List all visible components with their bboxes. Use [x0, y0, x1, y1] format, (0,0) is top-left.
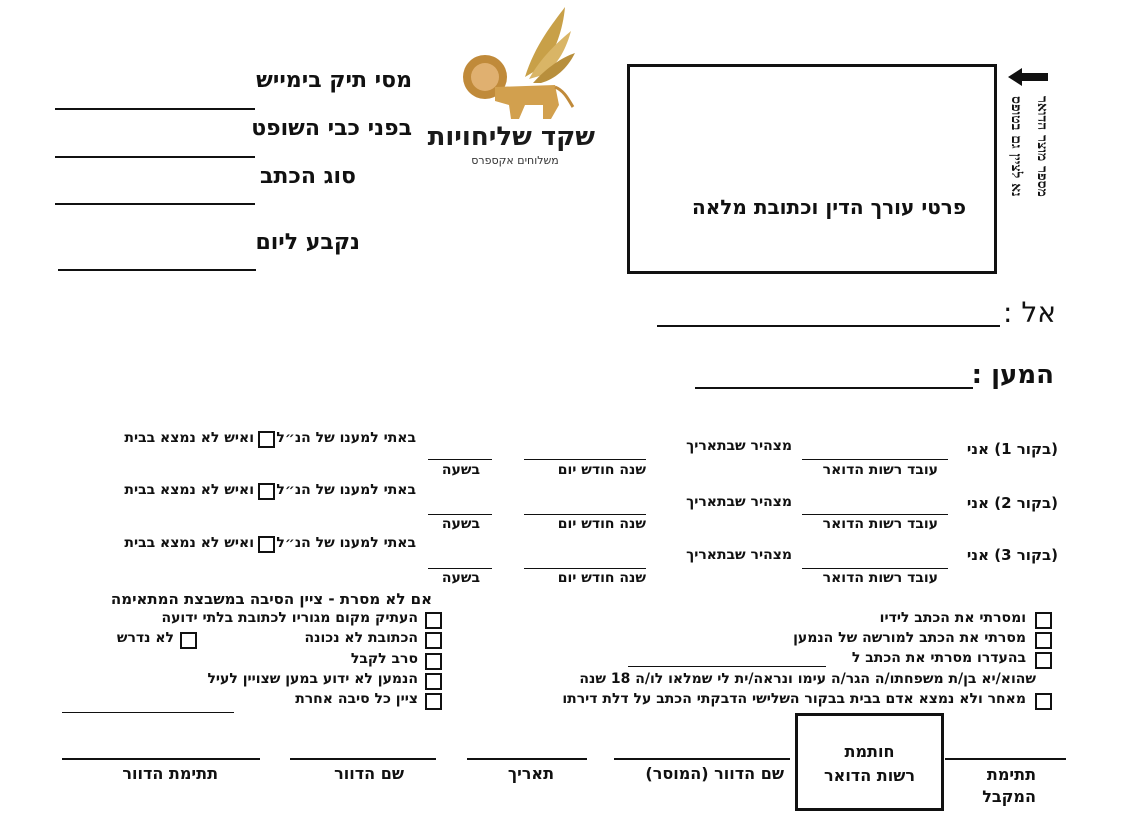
other-reason-line[interactable]: [62, 712, 234, 713]
delivery-checkbox-personal[interactable]: [1035, 612, 1052, 629]
reason-label-unknown: הנמען לא ידוע במען שצויין לעיל: [207, 671, 418, 687]
field-label-document-type: סוג הכתב: [259, 164, 356, 189]
visit-worker-label: עובד רשות הדואר: [822, 462, 938, 478]
reason-label-other: ציין כל סיבה אחרת: [295, 691, 418, 707]
wing-icon: [525, 7, 575, 83]
side-note-line-1: נא לציין גם בטופס: [1008, 96, 1024, 197]
visit-time-line[interactable]: [428, 514, 492, 515]
deliverer-name-label: שם הדוור (המוסר): [645, 764, 784, 783]
visit-not-found-label: ואיש לא נמצא בבית: [124, 430, 254, 446]
not-delivered-title: אם לא מסרת - ציין הסיבה במשבצת המתאימה: [110, 590, 432, 608]
recipient-signature-label-1: תתימת: [986, 765, 1036, 784]
reason-checkbox-moved[interactable]: [425, 612, 442, 629]
post-office-stamp-box[interactable]: [795, 713, 944, 811]
reason-checkbox-wrong-address[interactable]: [425, 632, 442, 649]
stamp-label-2: רשות הדואר: [824, 766, 915, 785]
address-label: המען :: [971, 360, 1054, 390]
visit-not-found-label: ואיש לא נמצא בבית: [124, 482, 254, 498]
visit-worker-label: עובד רשות הדואר: [822, 516, 938, 532]
delivery-label-posted-on-door: מאחר ולא נמצא אדם בבית בבקור השלישי הדבקתי הכתב על דלת דירתו: [562, 691, 1026, 707]
visit-date-line[interactable]: [524, 514, 646, 515]
reason-checkbox-unknown[interactable]: [425, 673, 442, 690]
visit-came-label: באתי למענו של הנ״ל: [276, 430, 416, 446]
visit-declare-label: מצהיר שבתאריך: [686, 494, 792, 510]
visit-time-line[interactable]: [428, 568, 492, 569]
visit-date-line[interactable]: [524, 459, 646, 460]
visit-time-label: בשעה: [441, 570, 480, 586]
date-label: תאריך: [507, 764, 554, 783]
to-line[interactable]: [657, 325, 1000, 327]
field-label-scheduled-date: נקבע ליום: [255, 230, 360, 255]
reason-label-wrong-address: הכתובת לא נכונה: [304, 630, 418, 646]
reason-checkbox-other[interactable]: [425, 693, 442, 710]
arrow-left-icon: [1006, 66, 1050, 88]
visit-time-label: בשעה: [441, 516, 480, 532]
delivery-checkbox-other-person[interactable]: [1035, 652, 1052, 669]
delivery-label-authorized: מסרתי את הכתב למורשה של הנמען: [793, 630, 1026, 646]
side-note-line-2: מספר מוצר הדואר: [1034, 96, 1050, 197]
address-line[interactable]: [695, 387, 973, 389]
delivery-label-personal: ומסרתי את הכתב לידיו: [879, 610, 1026, 626]
mailman-name-line[interactable]: [290, 758, 436, 760]
visit-not-found-label: ואיש לא נמצא בבית: [124, 535, 254, 551]
delivery-checkbox-authorized[interactable]: [1035, 632, 1052, 649]
document-type-line[interactable]: [55, 203, 255, 205]
attorney-address-box[interactable]: [627, 64, 997, 274]
recipient-signature-label: [982, 764, 1036, 808]
visit-not-found-checkbox[interactable]: [258, 536, 275, 553]
visit-date-label: שנה חודש יום: [557, 462, 646, 478]
date-line[interactable]: [467, 758, 587, 760]
mailman-name-label: שם הדוור: [334, 764, 404, 783]
visit-came-label: באתי למענו של הנ״ל: [276, 482, 416, 498]
visit-date-line[interactable]: [524, 568, 646, 569]
family-note: שהוא/יא בן/ת משפחתו/ה הגר/ה עימו ונראה/ית לי שמלאו לו/ה 18 שנה: [579, 671, 1036, 687]
to-label: אל :: [1003, 296, 1056, 329]
delivery-checkbox-posted-on-door[interactable]: [1035, 693, 1052, 710]
visit-time-line[interactable]: [428, 459, 492, 460]
visit-date-label: שנה חודש יום: [557, 516, 646, 532]
address-box-label: פרטי עורך הדין וכתובת מלאה: [691, 195, 966, 219]
visit-label: (בקור 2) אני: [966, 494, 1058, 512]
scheduled-date-line[interactable]: [58, 269, 256, 271]
reason-label-moved: העתיק מקום מגוריו לכתובת בלתי ידועה: [161, 610, 418, 626]
deliverer-name-line[interactable]: [614, 758, 790, 760]
logo-tagline: משלוחים אקספרס: [471, 154, 559, 167]
visit-declare-label: מצהיר שבתאריך: [686, 438, 792, 454]
other-person-line[interactable]: [628, 666, 826, 667]
mailman-signature-label: תתימת הדוור: [122, 764, 218, 783]
recipient-signature-label-2: המקבל: [982, 787, 1036, 806]
visit-worker-line[interactable]: [802, 568, 948, 569]
reason-checkbox-refused[interactable]: [425, 653, 442, 670]
winged-lion-logo: [455, 5, 580, 123]
visit-not-found-checkbox[interactable]: [258, 483, 275, 500]
visit-date-label: שנה חודש יום: [557, 570, 646, 586]
recipient-signature-line[interactable]: [945, 758, 1066, 760]
mailman-signature-line[interactable]: [62, 758, 260, 760]
case-number-line[interactable]: [55, 108, 255, 110]
stamp-label-1: חותמת: [844, 742, 895, 761]
visit-label: (בקור 3) אני: [966, 546, 1058, 564]
reason-checkbox-unclaimed[interactable]: [180, 632, 197, 649]
visit-worker-label: עובד רשות הדואר: [822, 570, 938, 586]
field-label-judge: בפני כבי השופט: [251, 116, 412, 141]
visit-time-label: בשעה: [441, 462, 480, 478]
visit-not-found-checkbox[interactable]: [258, 431, 275, 448]
visit-label: (בקור 1) אני: [966, 440, 1058, 458]
visit-came-label: באתי למענו של הנ״ל: [276, 535, 416, 551]
reason-label-refused: סרב לקבל: [350, 651, 418, 667]
judge-line[interactable]: [55, 156, 255, 158]
visit-worker-line[interactable]: [802, 459, 948, 460]
field-label-case-number: מסי תיק בימייש: [256, 68, 412, 93]
visit-worker-line[interactable]: [802, 514, 948, 515]
reason-label-unclaimed: לא נדרש: [116, 630, 174, 646]
delivery-label-other-person: בהעדרו מסרתי את הכתב ל: [851, 650, 1026, 666]
visit-declare-label: מצהיר שבתאריך: [686, 547, 792, 563]
logo-name: שקד שליחויות: [427, 122, 595, 152]
